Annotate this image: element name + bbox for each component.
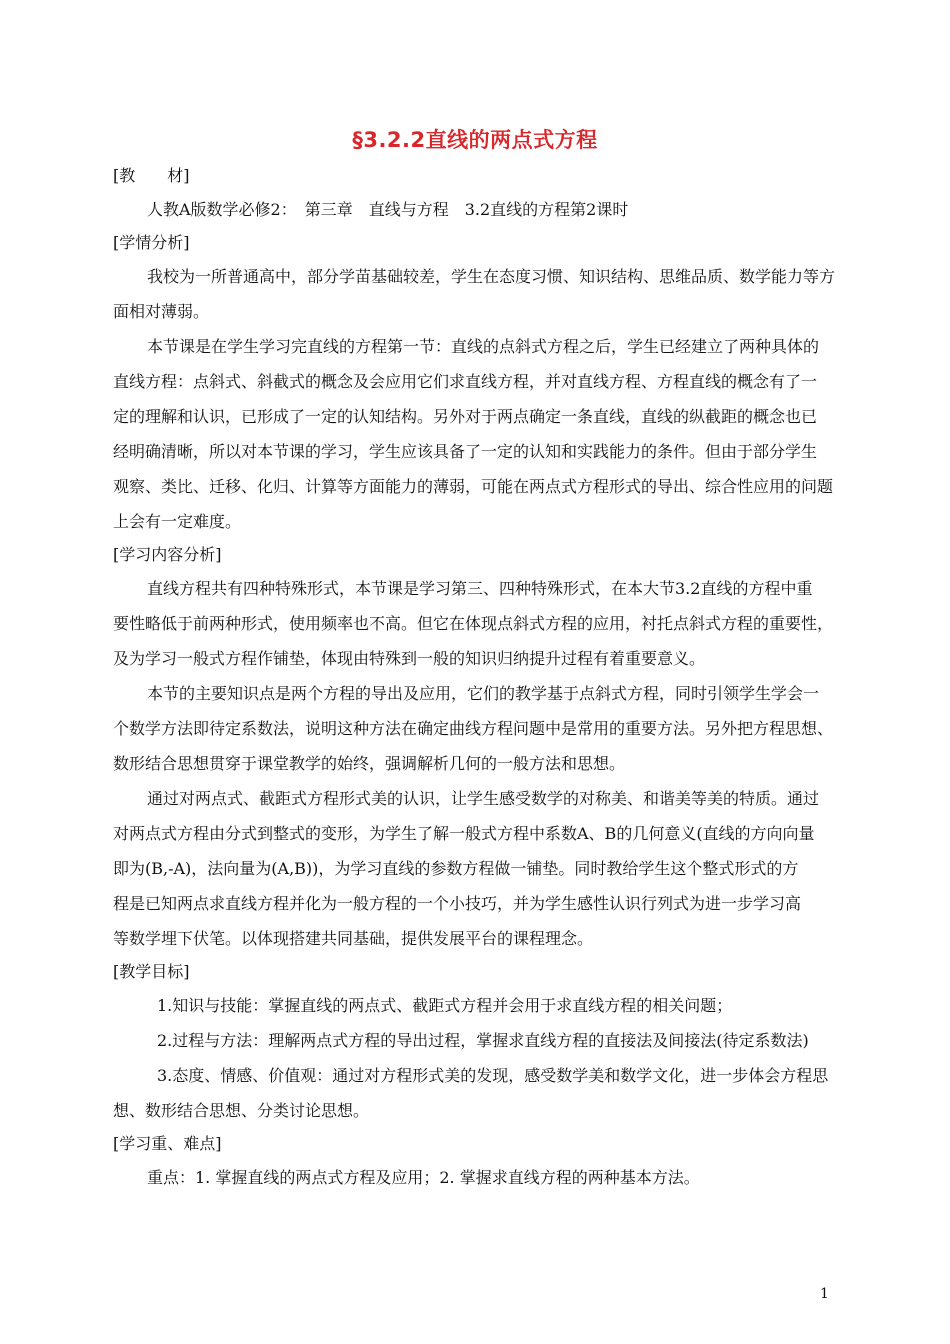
paragraph-line: 定的理解和认识，已形成了一定的认知结构。另外对于两点确定一条直线，直线的纵截距的概念也已 (113, 407, 818, 426)
paragraph-line: 想、数形结合思想、分类讨论思想。 (113, 1101, 370, 1120)
paragraph-line: 观察、类比、迁移、化归、计算等方面能力的薄弱，可能在两点式方程形式的导出、综合性应用的问题 (113, 477, 834, 496)
paragraph-line: 个数学方法即待定系数法，说明这种方法在确定曲线方程问题中是常用的重要方法。另外把方程思想、 (113, 719, 834, 738)
section-heading: [教学目标] (113, 962, 190, 981)
paragraph-line: 数形结合思想贯穿于课堂教学的始终，强调解析几何的一般方法和思想。 (113, 754, 626, 773)
paragraph-line: 上会有一定难度。 (113, 512, 242, 531)
paragraph-line: 面相对薄弱。 (113, 302, 210, 321)
section-heading: [教 材] (113, 166, 190, 185)
paragraph-line: 人教A版数学必修2： 第三章 直线与方程 3.2直线的方程第2课时 (147, 200, 629, 219)
paragraph-line: 直线方程共有四种特殊形式，本节课是学习第三、四种特殊形式，在本大节3.2直线的方程中重 (147, 579, 813, 598)
section-heading: [学习重、难点] (113, 1134, 222, 1153)
paragraph-line: 通过对两点式、截距式方程形式美的认识，让学生感受数学的对称美、和谐美等美的特质。通过 (147, 789, 820, 808)
paragraph-line: 3.态度、情感、价值观：通过对方程形式美的发现，感受数学美和数学文化，进一步体会方程思 (157, 1066, 829, 1085)
section-heading: [学习内容分析] (113, 545, 222, 564)
paragraph-line: 直线方程：点斜式、斜截式的概念及会应用它们求直线方程，并对直线方程、方程直线的概念有了一 (113, 372, 818, 391)
page-number: 1 (820, 1286, 829, 1302)
paragraph-line: 1.知识与技能：掌握直线的两点式、截距式方程并会用于求直线方程的相关问题； (157, 996, 733, 1015)
paragraph-line: 2.过程与方法：理解两点式方程的导出过程，掌握求直线方程的直接法及间接法(待定系数法) (157, 1031, 809, 1050)
document-body (113, 160, 839, 1195)
paragraph-line: 本节课是在学生学习完直线的方程第一节：直线的点斜式方程之后，学生已经建立了两种具体的 (147, 337, 820, 356)
paragraph-line: 本节的主要知识点是两个方程的导出及应用，它们的教学基于点斜式方程，同时引领学生学会一 (147, 684, 820, 703)
paragraph-line: 要性略低于前两种形式，使用频率也不高。但它在体现点斜式方程的应用，衬托点斜式方程的重要性， (113, 614, 834, 633)
paragraph-line: 对两点式方程由分式到整式的变形，为学生了解一般式方程中系数A、B的几何意义(直线的方向向量 (113, 824, 815, 843)
paragraph-line: 经明确清晰，所以对本节课的学习，学生应该具备了一定的认知和实践能力的条件。但由于部分学生 (113, 442, 818, 461)
section-heading: [学情分析] (113, 233, 190, 252)
paragraph-line: 及为学习一般式方程作铺垫，体现由特殊到一般的知识归纳提升过程有着重要意义。 (113, 649, 706, 668)
paragraph-line: 即为(B,-A)，法向量为(A,B))，为学习直线的参数方程做一铺垫。同时教给学生这个整式形式的方 (113, 859, 799, 878)
paragraph-line: 等数学埋下伏笔。以体现搭建共同基础，提供发展平台的课程理念。 (113, 929, 594, 948)
paragraph-line: 我校为一所普通高中，部分学苗基础较差，学生在态度习惯、知识结构、思维品质、数学能力等方 (147, 267, 836, 286)
paragraph-line: 重点：1. 掌握直线的两点式方程及应用；2. 掌握求直线方程的两种基本方法。 (147, 1168, 700, 1187)
page-title: §3.2.2直线的两点式方程 (352, 128, 598, 152)
paragraph-line: 程是已知两点求直线方程并化为一般方程的一个小技巧，并为学生感性认识行列式为进一步学习高 (113, 894, 802, 913)
